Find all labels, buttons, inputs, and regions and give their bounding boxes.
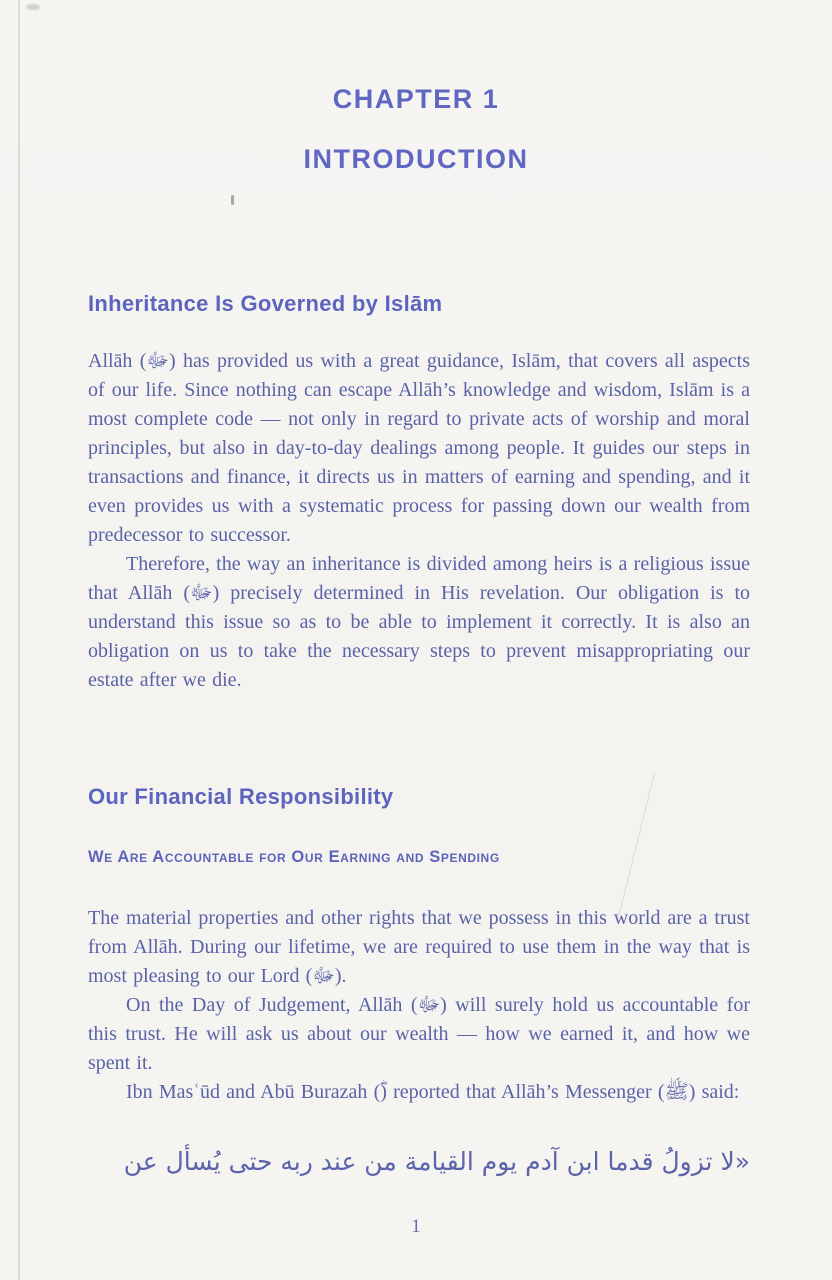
- chapter-title: INTRODUCTION: [303, 144, 529, 174]
- scan-speck: [26, 4, 40, 10]
- hadith-arabic-text: «لا تزولُ قدما ابن آدم يوم القيامة من عند ربه حتى يُسأل عن: [123, 1147, 750, 1176]
- paragraph-material-properties: The material properties and other rights that we possess in this world are a trust from Allāh. During our lifetime, we are required to use them in the way that is most pleasing to our Lord (ﷻ).: [88, 907, 750, 987]
- section-heading-our-financial-responsibility: Our Financial Responsibility: [88, 784, 394, 809]
- page-number: 1: [411, 1216, 421, 1237]
- page-edge-line: [18, 0, 20, 1280]
- section-body-financial-responsibility: [88, 904, 750, 1107]
- paragraph-hadith-attribution: Ibn Masʿūd and Abū Burazah (ؓ) reported that Allāh’s Messenger (ﷺ) said:: [126, 1081, 740, 1103]
- paragraph-guidance: Allāh (ﷻ) has provided us with a great guidance, Islām, that covers all aspects of our life. Since nothing can escape Allāh’s knowledge and wisdom, Islām is a most complete code — not only in regard to private acts of worship and moral principles, but also in day-to-day dealings among people. It guides our steps in transactions and finance, it directs us in matters of earning and spending, and it even provides us with a systematic process for passing down our wealth from predecessor to successor.: [88, 350, 750, 546]
- paragraph-day-of-judgement: On the Day of Judgement, Allāh (ﷻ) will surely hold us accountable for this trust. He will ask us about our wealth — how we earned it, and how we spent it.: [88, 994, 751, 1074]
- section-body-inheritance: [88, 347, 750, 695]
- scan-artifact-mark: [231, 195, 234, 205]
- section-heading-inheritance-governed-by-islam: Inheritance Is Governed by Islām: [88, 291, 443, 316]
- paragraph-therefore: Therefore, the way an inheritance is divided among heirs is a religious issue that Allāh (ﷻ) precisely determined in His revelation. Our obligation is to understand this issue so as to be able to implement it correctly. It is also an obligation on us to take the necessary steps to prevent misappropriating our estate after we die.: [88, 553, 750, 691]
- chapter-label: CHAPTER 1: [332, 84, 500, 114]
- subsection-heading-accountable-earning-spending: We Are Accountable for Our Earning and Spending: [88, 848, 500, 866]
